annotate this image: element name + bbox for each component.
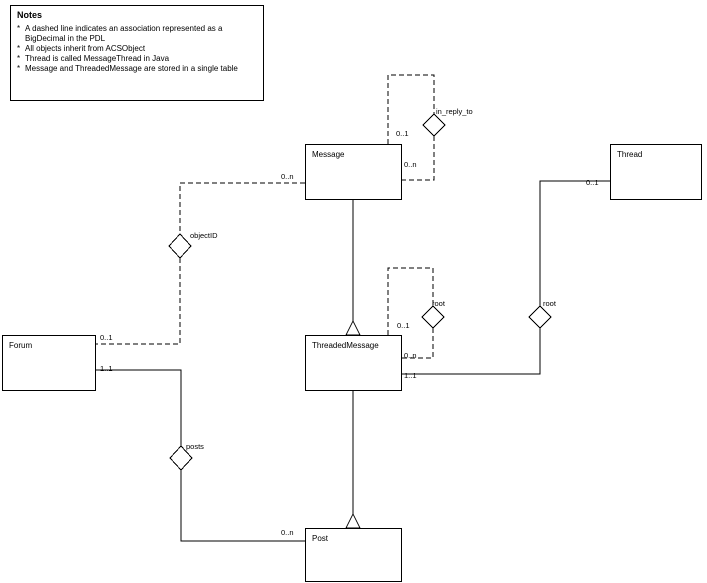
class-box-thread[interactable] [610, 144, 702, 200]
class-box-message[interactable] [305, 144, 402, 200]
notes-title: Notes [17, 10, 43, 20]
multiplicity-label: 0..1 [100, 333, 113, 342]
class-name: Thread [617, 150, 643, 159]
multiplicity-label: 0..1 [397, 321, 410, 330]
class-name: Forum [9, 341, 33, 350]
multiplicity-label: 0..n [404, 160, 417, 169]
multiplicity-label: 0..1 [396, 129, 409, 138]
notes-list [17, 24, 257, 74]
note-item: * A dashed line indicates an association represented as a BigDecimal in the PDL [17, 24, 257, 44]
multiplicity-label: 0..n [281, 172, 294, 181]
association-label-posts: posts [186, 442, 204, 451]
multiplicity-label: 0..n [281, 528, 294, 537]
multiplicity-label: 0..1 [586, 178, 599, 187]
class-box-post[interactable] [305, 528, 402, 582]
association-label-objectid: objectID [190, 231, 218, 240]
association-label-in-reply-to: in_reply_to [436, 107, 473, 116]
multiplicity-label: 1..1 [404, 371, 417, 380]
notes-box [10, 5, 264, 101]
note-item: * All objects inherit from ACSObject [17, 44, 257, 54]
class-box-threadedmessage[interactable] [305, 335, 402, 391]
class-box-forum[interactable] [2, 335, 96, 391]
association-label-root-right: root [543, 299, 556, 308]
note-item: * Thread is called MessageThread in Java [17, 54, 257, 64]
class-name: Message [312, 150, 345, 159]
multiplicity-label: 1..1 [100, 364, 113, 373]
class-name: ThreadedMessage [312, 341, 379, 350]
association-label-root-left: root [432, 299, 445, 308]
class-name: Post [312, 534, 329, 543]
note-item: * Message and ThreadedMessage are stored in a single table [17, 64, 257, 74]
multiplicity-label: 0..n [404, 351, 417, 360]
